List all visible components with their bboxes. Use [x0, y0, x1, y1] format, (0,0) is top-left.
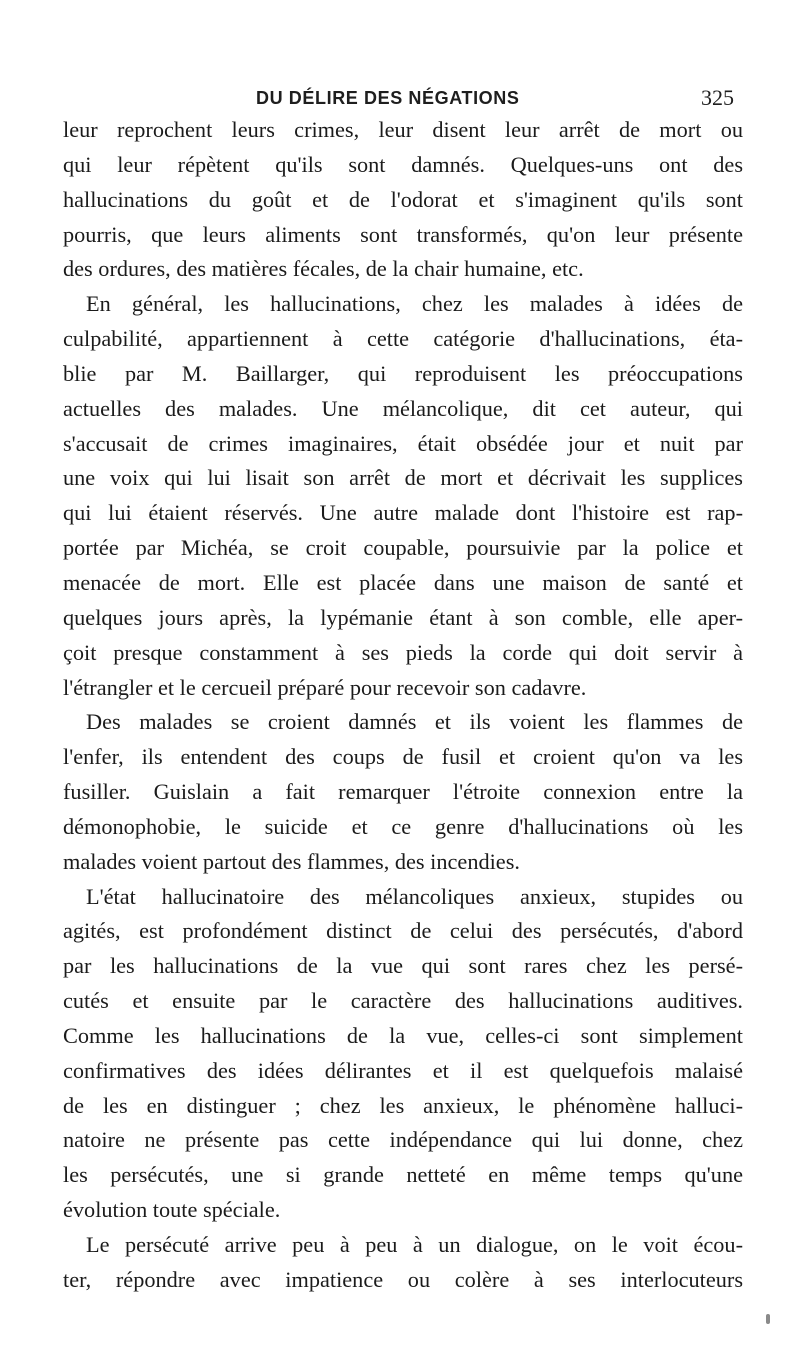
body-text [63, 113, 743, 1298]
text-line: les persécutés, une si grande netteté en même temps qu'une [63, 1162, 743, 1188]
text-line: Le persécuté arrive peu à peu à un dialogue, on le voit écou- [86, 1232, 743, 1257]
text-line: En général, les hallucinations, chez les malades à idées de [86, 291, 743, 317]
text-line: fusiller. Guislain a fait remarquer l'étroite connexion entre la [63, 779, 743, 805]
scan-mark [766, 1314, 770, 1324]
text-line: qui leur répètent qu'ils sont damnés. Quelques-uns ont des [63, 151, 743, 177]
text-line: culpabilité, appartiennent à cette catégorie d'hallucinations, éta- [63, 326, 743, 352]
running-title: DU DÉLIRE DES NÉGATIONS [256, 88, 520, 108]
page-number: 325 [701, 85, 734, 110]
text-line: quelques jours après, la lypémanie étant à son comble, elle aper- [63, 604, 743, 630]
text-line: çoit presque constamment à ses pieds la corde qui doit servir à [63, 639, 743, 665]
text-line: pourris, que leurs aliments sont transformés, qu'on leur présente [63, 221, 743, 247]
text-line: actuelles des malades. Une mélancolique, dit cet auteur, qui [63, 395, 743, 421]
text-line: malades voient partout des flammes, des incendies. [63, 848, 520, 874]
text-line: une voix qui lui lisait son arrêt de mort et décrivait les supplices [63, 465, 743, 491]
text-line: natoire ne présente pas cette indépendance qui lui donne, chez [63, 1127, 743, 1153]
page-header [256, 85, 734, 114]
text-line: confirmatives des idées délirantes et il est quelquefois malaisé [63, 1057, 743, 1083]
text-line: l'étrangler et le cercueil préparé pour recevoir son cadavre. [63, 674, 587, 700]
text-line: s'accusait de crimes imaginaires, était obsédée jour et nuit par [63, 430, 743, 456]
text-line: ter, répondre avec impatience ou colère à ses interlocuteurs [63, 1266, 743, 1292]
text-line: évolution toute spéciale. [63, 1197, 281, 1223]
text-line: agités, est profondément distinct de celui des persécutés, d'abord [63, 918, 743, 944]
text-line: cutés et ensuite par le caractère des hallucinations auditives. [63, 988, 743, 1014]
text-line: démonophobie, le suicide et ce genre d'hallucinations où les [63, 813, 743, 839]
text-line: blie par M. Baillarger, qui reproduisent les préoccupations [63, 360, 743, 386]
text-line: menacée de mort. Elle est placée dans une maison de santé et [63, 569, 743, 595]
text-line: leur reprochent leurs crimes, leur disent leur arrêt de mort ou [63, 117, 743, 142]
text-line: hallucinations du goût et de l'odorat et s'imaginent qu'ils sont [63, 186, 743, 212]
text-line: portée par Michéa, se croit coupable, poursuivie par la police et [63, 535, 743, 561]
text-line: L'état hallucinatoire des mélancoliques anxieux, stupides ou [86, 883, 743, 909]
text-line: qui lui étaient réservés. Une autre malade dont l'histoire est rap- [63, 500, 743, 526]
text-line: Des malades se croient damnés et ils voient les flammes de [86, 709, 743, 735]
text-line: par les hallucinations de la vue qui sont rares chez les persé- [63, 953, 743, 979]
text-line: Comme les hallucinations de la vue, celles-ci sont simplement [63, 1022, 743, 1048]
text-line: de les en distinguer ; chez les anxieux, le phénomène halluci- [63, 1092, 743, 1118]
text-line: l'enfer, ils entendent des coups de fusil et croient qu'on va les [63, 744, 743, 770]
text-line: des ordures, des matières fécales, de la chair humaine, etc. [63, 256, 584, 282]
